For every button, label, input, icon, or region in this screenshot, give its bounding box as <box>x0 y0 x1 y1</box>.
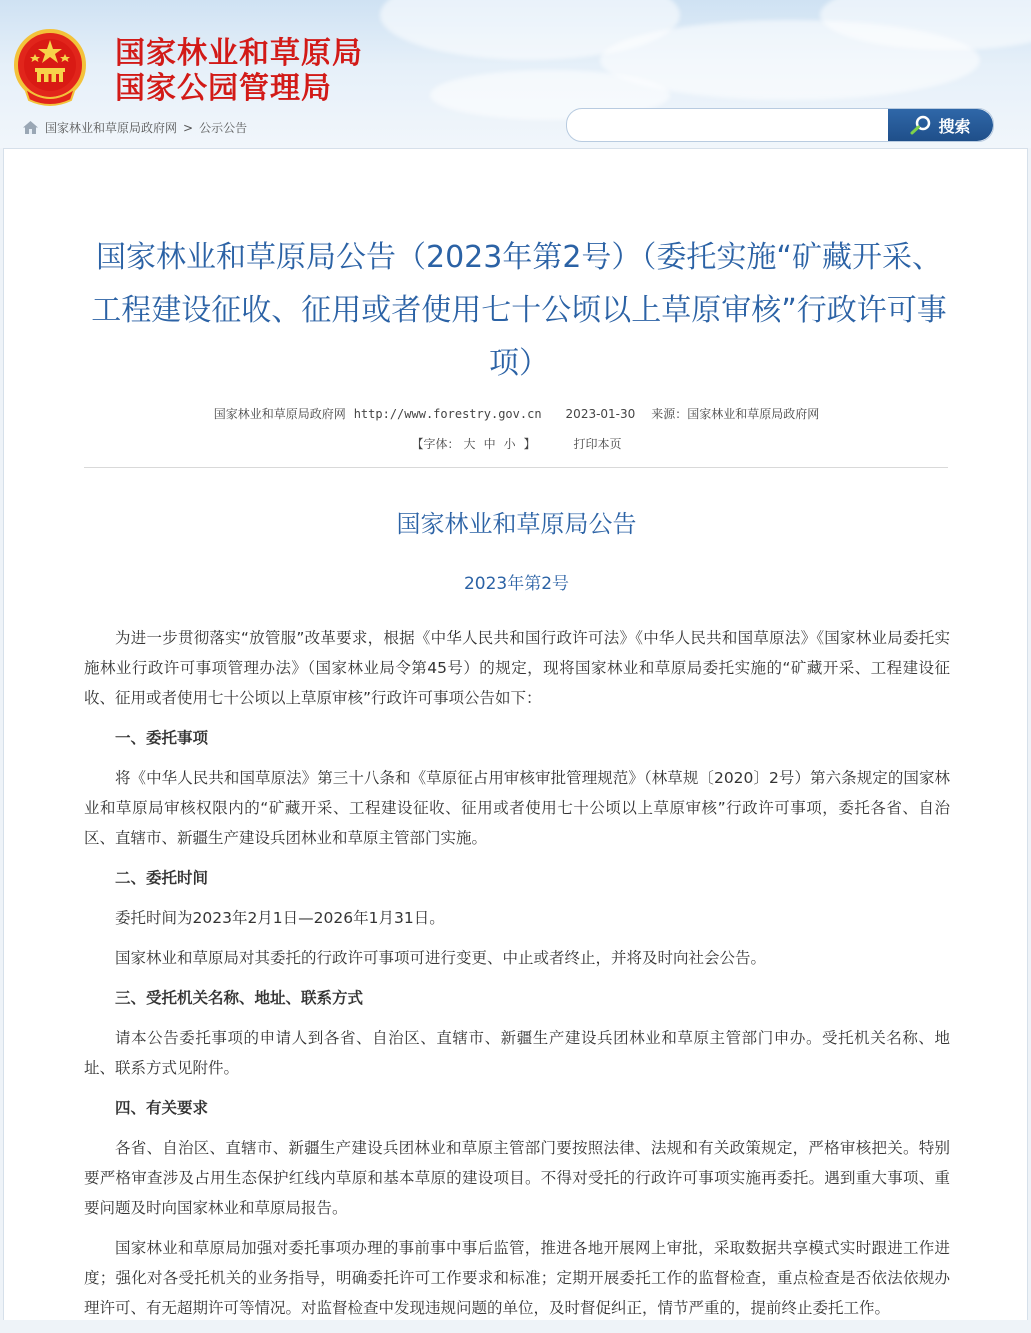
print-page-link[interactable]: 打印本页 <box>573 437 622 451</box>
search-button-label: 搜索 <box>938 116 971 136</box>
paragraph-entrusted-matter: 将《中华人民共和国草原法》第三十八条和《草原征占用审核审批管理规范》（林草规〔2020〕2号）第六条规定的国家林业和草原局审核权限内的“矿藏开采、工程建设征收、征用或者使用七十公顷以上草原审核”行政许可事项，委托各省、自治区、直辖市、新疆生产建设兵团林业和草原主管部门实施。 <box>84 769 950 847</box>
search-input[interactable] <box>577 109 881 141</box>
breadcrumb-current-link[interactable]: 公示公告 <box>199 121 248 135</box>
paragraph-requirements-1: 各省、自治区、直辖市、新疆生产建设兵团林业和草原主管部门要按照法律、法规和有关政策规定，严格审核把关。特别要严格审查涉及占用生态保护红线内草原和基本草原的建设项目。不得对受托的行政许可事项实施再委托。遇到重大事项、重要问题及时向国家林业和草原局报告。 <box>84 1139 950 1217</box>
section-heading-2: 二、委托时间 <box>115 869 209 887</box>
meta-url: http://www.forestry.gov.cn <box>353 407 542 421</box>
site-title-line1: 国家林业和草原局 <box>115 36 363 71</box>
font-size-selector <box>412 437 544 451</box>
article-title: 国家林业和草原局公告（2023年第2号）（委托实施“矿藏开采、工程建设征收、征用或者使用七十公顷以上草原审核”行政许可事项） <box>91 240 947 381</box>
font-size-medium[interactable]: 中 <box>483 437 496 451</box>
paragraph-agency-info: 请本公告委托事项的申请人到各省、自治区、直辖市、新疆生产建设兵团林业和草原主管部门申办。受托机关名称、地址、联系方式见附件。 <box>84 1029 950 1077</box>
section-heading-4: 四、有关要求 <box>115 1099 209 1117</box>
search-icon <box>910 115 932 135</box>
breadcrumb <box>22 119 247 136</box>
site-header <box>0 0 1031 148</box>
section-heading-3: 三、受托机关名称、地址、联系方式 <box>115 989 364 1007</box>
search-button[interactable] <box>888 109 993 141</box>
meta-source-site: 国家林业和草原局政府网 <box>213 407 346 421</box>
article-container <box>3 148 1028 1320</box>
search-bar <box>566 108 994 142</box>
paragraph-entrust-period: 委托时间为2023年2月1日—2026年1月31日。 <box>115 909 445 927</box>
breadcrumb-home-link[interactable]: 国家林业和草原局政府网 <box>45 121 178 135</box>
meta-source: 来源：国家林业和草原局政府网 <box>651 407 820 421</box>
breadcrumb-separator: > <box>183 120 194 135</box>
section-heading-1: 一、委托事项 <box>115 729 209 747</box>
notice-heading: 国家林业和草原局公告 <box>396 510 637 538</box>
article-tools <box>4 435 1029 452</box>
divider <box>84 467 948 468</box>
font-size-small[interactable]: 小 <box>503 437 516 451</box>
national-emblem-icon <box>13 28 87 108</box>
notice-number: 2023年第2号 <box>463 574 570 594</box>
site-title-line2: 国家公园管理局 <box>115 71 332 106</box>
font-size-suffix: 】 <box>523 437 536 451</box>
article-meta <box>4 405 1029 422</box>
paragraph-intro: 为进一步贯彻落实“放管服”改革要求，根据《中华人民共和国行政许可法》《中华人民共和国草原法》《国家林业局委托实施林业行政许可事项管理办法》（国家林业局令第45号）的规定，现将国家林业和草原局委托实施的“矿藏开采、工程建设征收、征用或者使用七十公顷以上草原审核”行政许可事项公告如下： <box>84 629 950 707</box>
font-size-large[interactable]: 大 <box>463 437 476 451</box>
font-size-prefix: 【字体： <box>411 437 460 451</box>
paragraph-requirements-2: 国家林业和草原局加强对委托事项办理的事前事中事后监管，推进各地开展网上审批，采取数据共享模式实时跟进工作进度；强化对各受托机关的业务指导，明确委托许可工作要求和标准；定期开展委托工作的监督检查，重点检查是否依法依规办理许可、有无超期许可等情况。对监督检查中发现违规问题的单位，及时督促纠正，情节严重的，提前终止委托工作。 <box>84 1239 950 1317</box>
site-title[interactable] <box>115 36 363 106</box>
home-icon[interactable] <box>22 120 39 135</box>
paragraph-change-notice: 国家林业和草原局对其委托的行政许可事项可进行变更、中止或者终止，并将及时向社会公告。 <box>115 949 767 967</box>
meta-date: 2023-01-30 <box>565 407 636 421</box>
article-body <box>84 623 950 1333</box>
